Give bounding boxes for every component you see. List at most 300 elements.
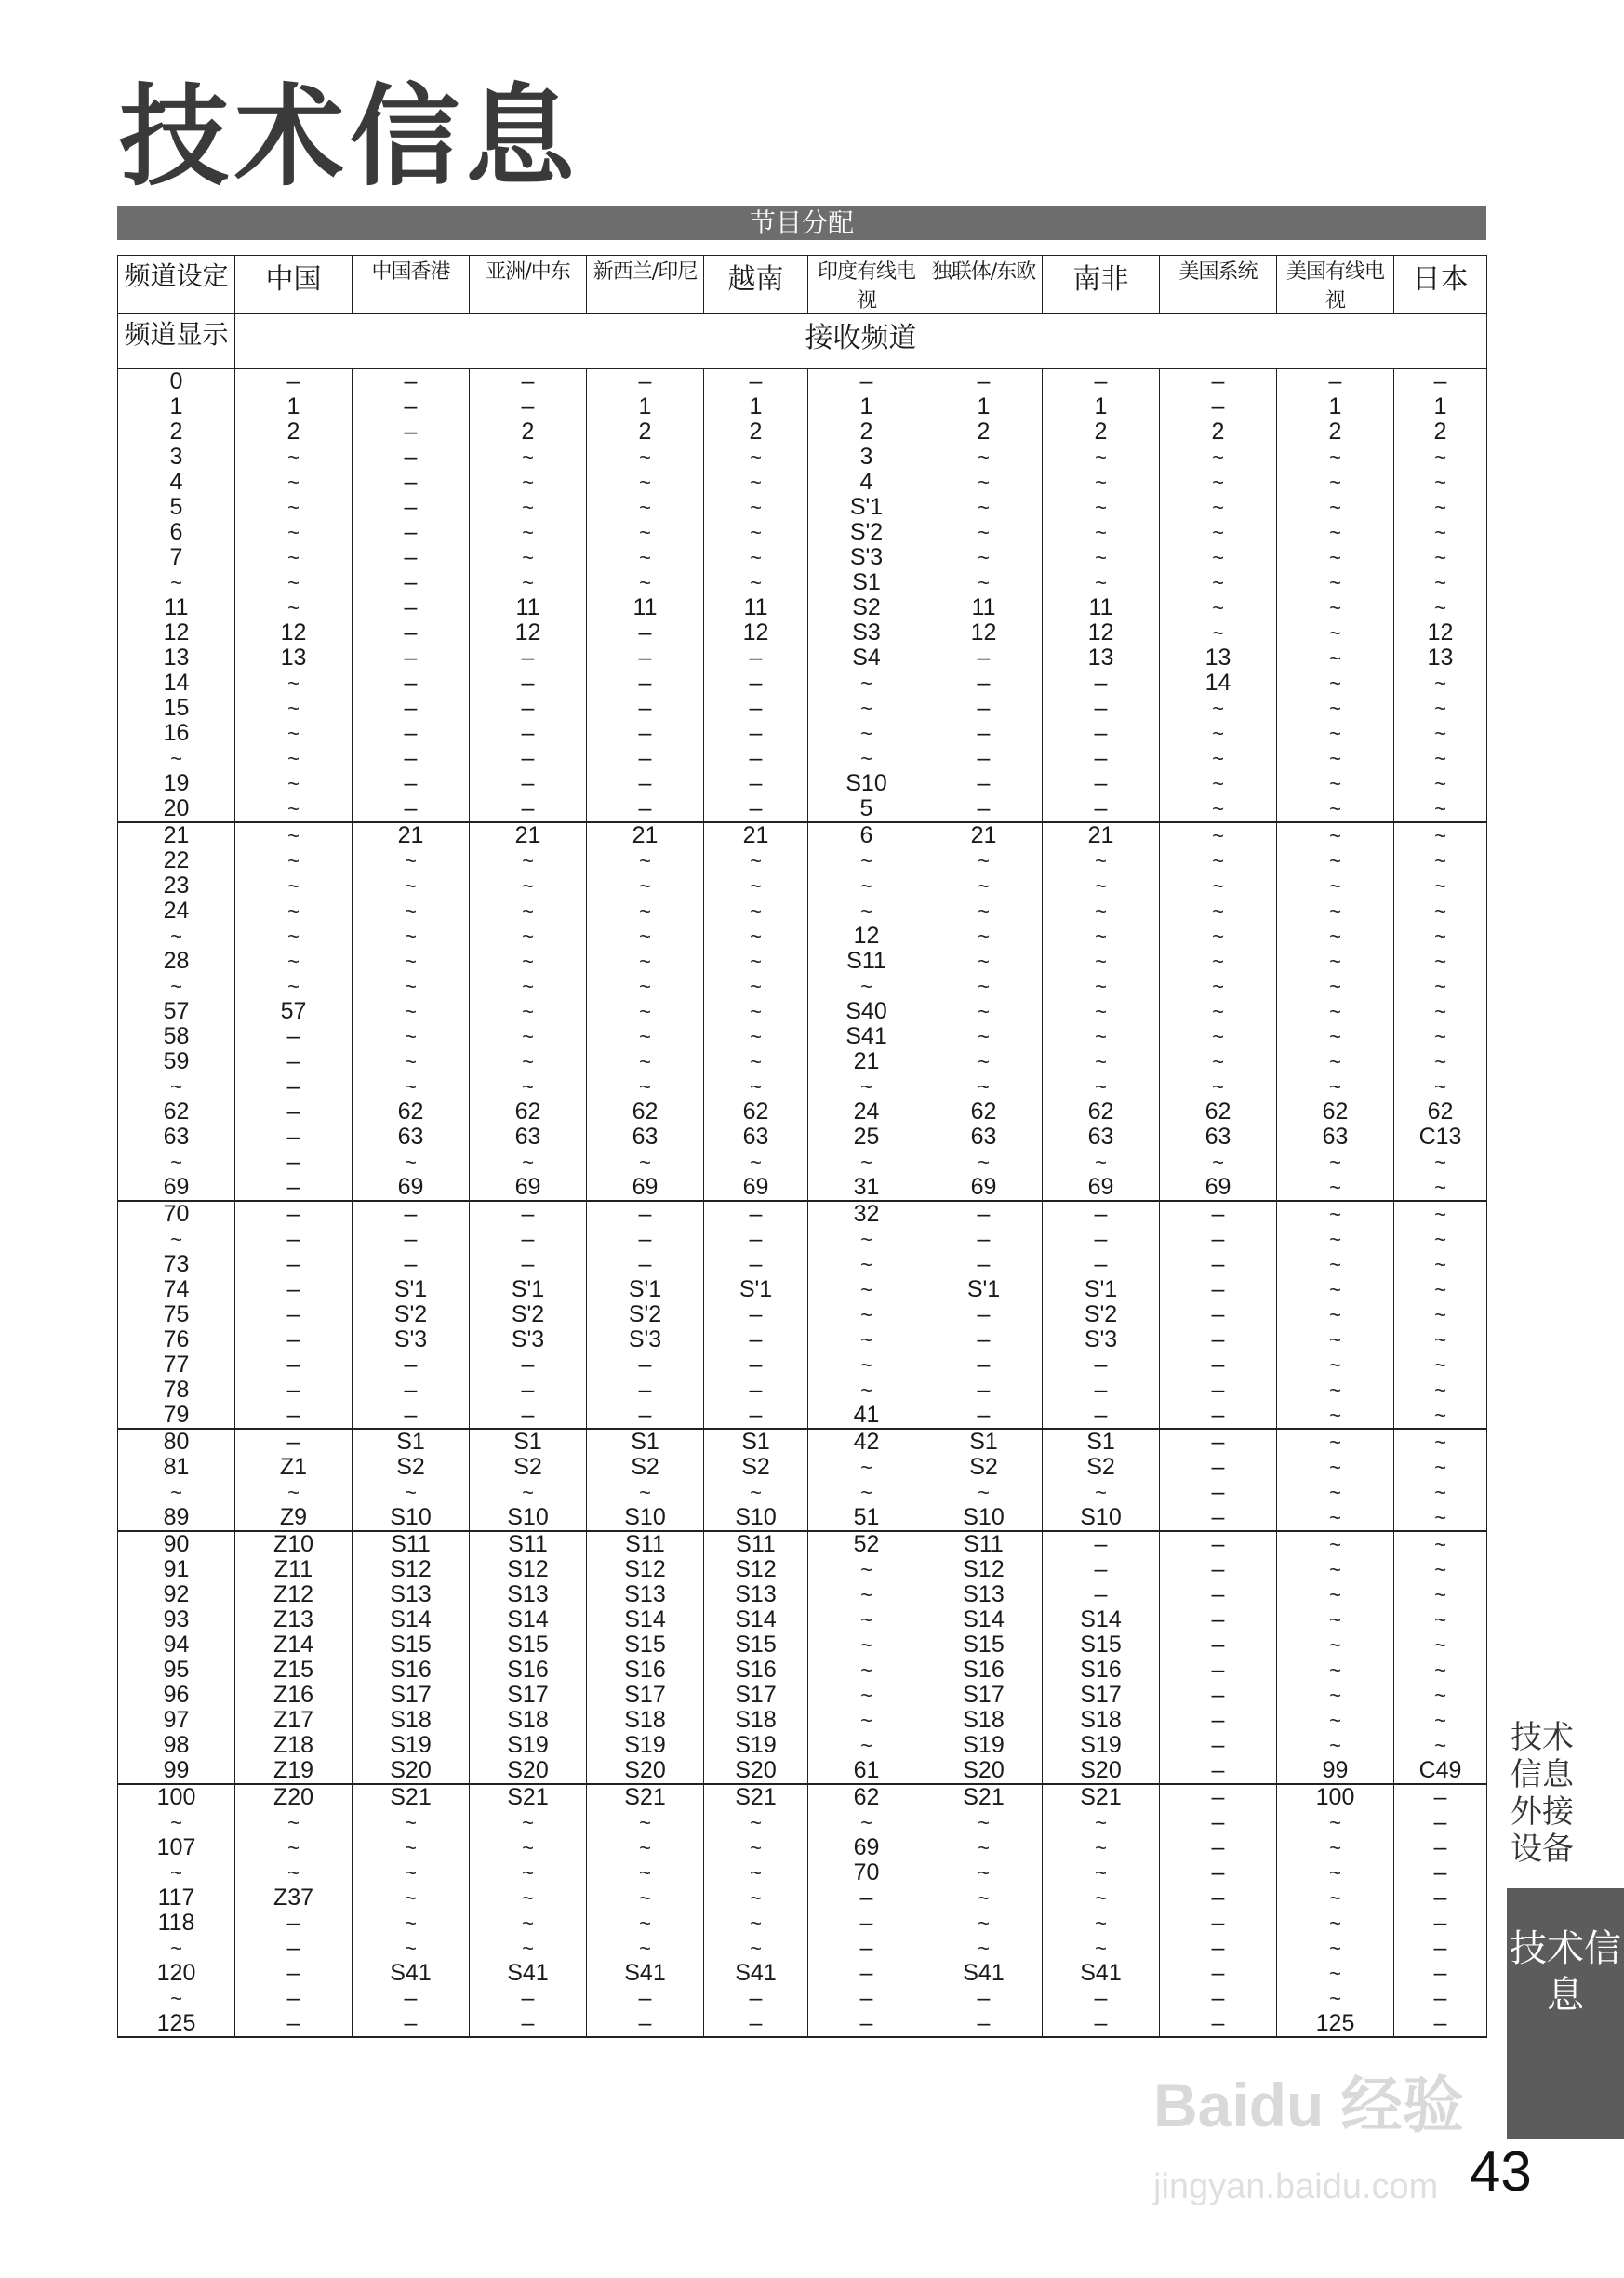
channel-value: – xyxy=(1433,1809,1447,1835)
receive-channel-cell xyxy=(235,1429,353,1531)
channel-value: ~ xyxy=(1434,1176,1446,1199)
channel-value: S17 xyxy=(390,1682,432,1708)
channel-value: Z14 xyxy=(273,1632,314,1658)
channel-value: ~ xyxy=(1095,1861,1107,1885)
channel-value: ~ xyxy=(1434,722,1446,745)
channel-value: ~ xyxy=(978,446,990,469)
channel-value: S15 xyxy=(507,1632,549,1658)
channel-value: – xyxy=(286,1301,300,1327)
channel-value: 12 xyxy=(970,619,997,646)
channel-value: ~ xyxy=(522,571,534,594)
receive-channel-cell xyxy=(1043,1784,1160,2037)
channel-value: ~ xyxy=(639,446,651,469)
channel-value: ~ xyxy=(1329,797,1341,820)
channel-value: – xyxy=(977,670,991,696)
channel-value: ~ xyxy=(750,950,762,973)
channel-value: 57 xyxy=(163,998,190,1024)
channel-value: 62 xyxy=(1087,1099,1114,1125)
receive-channel-cell xyxy=(1043,1201,1160,1429)
channel-value: Z10 xyxy=(273,1531,314,1557)
channel-value: – xyxy=(286,1149,300,1175)
receive-channel-cell xyxy=(1394,1531,1487,1784)
channel-value: 1 xyxy=(859,393,873,420)
channel-value: S41 xyxy=(624,1960,666,1986)
channel-value: 13 xyxy=(1205,645,1231,671)
channel-value: ~ xyxy=(1329,1709,1341,1732)
channel-value: ~ xyxy=(860,697,872,720)
channel-value: – xyxy=(977,2010,991,2036)
channel-value: – xyxy=(749,770,763,796)
channel-value: ~ xyxy=(1212,446,1224,469)
receive-channel-cell xyxy=(1394,1429,1487,1531)
channel-value: – xyxy=(1094,1402,1108,1428)
channel-value: ~ xyxy=(170,1937,182,1960)
channel-value: ~ xyxy=(1434,772,1446,795)
channel-value: – xyxy=(977,645,991,671)
channel-value: 12 xyxy=(514,619,541,646)
channel-value: ~ xyxy=(1434,1025,1446,1048)
channel-value: – xyxy=(1211,1682,1225,1708)
channel-value: ~ xyxy=(1434,1278,1446,1301)
channel-value: ~ xyxy=(287,849,300,873)
channel-value: ~ xyxy=(860,1633,872,1657)
channel-value: – xyxy=(1211,1910,1225,1936)
channel-value: ~ xyxy=(1212,496,1224,519)
channel-value: ~ xyxy=(750,1481,762,1504)
channel-value: – xyxy=(286,1276,300,1302)
channel-value: – xyxy=(521,1352,535,1378)
channel-value: S19 xyxy=(1080,1732,1122,1758)
channel-value: ~ xyxy=(860,1353,872,1377)
channel-value: S'1 xyxy=(511,1276,545,1302)
channel-value: – xyxy=(638,2010,652,2036)
watermark-logo: Baidu 经验 xyxy=(1153,2071,1464,2139)
channel-value: ~ xyxy=(750,1075,762,1099)
channel-value: ~ xyxy=(522,1811,534,1834)
channel-value: – xyxy=(638,1402,652,1428)
channel-value: ~ xyxy=(1329,1353,1341,1377)
channel-value: – xyxy=(1211,1201,1225,1227)
channel-value: ~ xyxy=(978,521,990,544)
channel-value: S13 xyxy=(390,1581,432,1607)
channel-value: S20 xyxy=(735,1757,777,1783)
channel-value: – xyxy=(286,1960,300,1986)
channel-value: 1 xyxy=(638,393,652,420)
channel-value: ~ xyxy=(978,1861,990,1885)
channel-value: ~ xyxy=(1434,1253,1446,1276)
channel-value: S'1 xyxy=(966,1276,1001,1302)
channel-value: Z1 xyxy=(279,1454,308,1480)
channel-value: S13 xyxy=(735,1581,777,1607)
channel-value: ~ xyxy=(1212,824,1224,847)
channel-value: ~ xyxy=(1434,571,1446,594)
channel-value: Z11 xyxy=(273,1556,313,1582)
channel-value: 21 xyxy=(853,1048,880,1074)
receive-channel-cell xyxy=(1043,822,1160,1201)
channel-value: 118 xyxy=(157,1910,195,1936)
section-banner: 节目分配 xyxy=(117,206,1486,240)
side-label xyxy=(1505,1719,1579,1868)
channel-value: S1 xyxy=(513,1429,542,1455)
channel-value: S19 xyxy=(735,1732,777,1758)
channel-value: S1 xyxy=(1086,1429,1115,1455)
channel-value: ~ xyxy=(1212,747,1224,770)
channel-value: ~ xyxy=(1434,1684,1446,1707)
channel-value: 97 xyxy=(163,1707,190,1733)
channel-value: S20 xyxy=(1080,1757,1122,1783)
side-label-line: 外接设备 xyxy=(1511,1793,1574,1868)
channel-value: – xyxy=(1211,1632,1225,1658)
channel-value: – xyxy=(1211,1402,1225,1428)
channel-value: – xyxy=(1211,1429,1225,1455)
channel-value: – xyxy=(749,1326,763,1352)
channel-value: 70 xyxy=(853,1859,880,1885)
channel-value: S18 xyxy=(624,1707,666,1733)
channel-value: – xyxy=(749,1301,763,1327)
channel-value: ~ xyxy=(287,874,300,898)
channel-value: ~ xyxy=(978,1836,990,1859)
channel-value: – xyxy=(859,2010,873,2036)
header-col: 越南 xyxy=(704,256,808,314)
channel-value: ~ xyxy=(860,1684,872,1707)
channel-value: Z15 xyxy=(273,1657,314,1683)
channel-value: 1 xyxy=(977,393,991,420)
channel-value: ~ xyxy=(287,1836,300,1859)
receive-channel-cell xyxy=(353,1201,470,1429)
channel-value: – xyxy=(404,419,418,445)
channel-value: – xyxy=(977,1352,991,1378)
channel-value: 99 xyxy=(163,1757,190,1783)
channel-value: 62 xyxy=(853,1784,880,1810)
channel-value: ~ xyxy=(639,1861,651,1885)
channel-value: – xyxy=(1433,1784,1447,1810)
channel-value: ~ xyxy=(522,1151,534,1174)
channel-value: – xyxy=(404,770,418,796)
channel-value: ~ xyxy=(1212,925,1224,948)
channel-value: ~ xyxy=(1434,697,1446,720)
channel-value: ~ xyxy=(1329,1734,1341,1757)
receive-channel-cell xyxy=(1160,1429,1277,1531)
channel-value: – xyxy=(977,368,991,394)
channel-value: ~ xyxy=(287,975,300,998)
channel-value: – xyxy=(1211,1581,1225,1607)
channel-value: ~ xyxy=(522,1050,534,1073)
channel-value: ~ xyxy=(1434,1558,1446,1581)
channel-value: ~ xyxy=(860,874,872,898)
channel-value: ~ xyxy=(639,975,651,998)
channel-value: ~ xyxy=(639,1811,651,1834)
channel-value: ~ xyxy=(860,1659,872,1682)
channel-value: – xyxy=(1094,1985,1108,2011)
channel-value: S12 xyxy=(735,1556,777,1582)
channel-value: – xyxy=(404,720,418,746)
channel-value: S21 xyxy=(1080,1784,1122,1810)
channel-value: ~ xyxy=(860,1278,872,1301)
channel-value: 95 xyxy=(163,1657,190,1683)
channel-value: 62 xyxy=(1205,1099,1231,1125)
channel-value: S10 xyxy=(624,1504,666,1530)
channel-value: ~ xyxy=(750,571,762,594)
receive-channel-cell xyxy=(470,1784,587,2037)
channel-value: ~ xyxy=(750,849,762,873)
channel-value: S21 xyxy=(963,1784,1005,1810)
channel-value: ~ xyxy=(1095,1811,1107,1834)
channel-value: ~ xyxy=(170,1228,182,1251)
channel-value: S'3 xyxy=(849,544,884,570)
channel-value: ~ xyxy=(1329,1431,1341,1454)
channel-value: 59 xyxy=(163,1048,190,1074)
channel-value: ~ xyxy=(860,1811,872,1834)
channel-value: ~ xyxy=(405,950,417,973)
channel-setting-cell xyxy=(118,1201,235,1429)
channel-value: – xyxy=(638,720,652,746)
channel-value: ~ xyxy=(978,1886,990,1910)
channel-value: ~ xyxy=(978,925,990,948)
channel-value: S'1 xyxy=(739,1276,773,1302)
channel-value: S21 xyxy=(507,1784,549,1810)
channel-value: S'3 xyxy=(628,1326,662,1352)
receive-channel-cell xyxy=(1277,1784,1394,2037)
watermark-url: jingyan.baidu.com xyxy=(1153,2167,1439,2206)
channel-value: – xyxy=(977,1226,991,1252)
channel-value: ~ xyxy=(1329,772,1341,795)
channel-value: ~ xyxy=(750,1000,762,1023)
receive-channel-cell xyxy=(1277,369,1394,823)
channel-value: 12 xyxy=(742,619,769,646)
channel-value: ~ xyxy=(1329,697,1341,720)
channel-value: ~ xyxy=(1434,672,1446,695)
receive-channel-cell xyxy=(1160,1201,1277,1429)
channel-value: – xyxy=(977,1402,991,1428)
channel-value: 25 xyxy=(853,1124,880,1150)
channel-value: ~ xyxy=(639,521,651,544)
channel-value: 120 xyxy=(156,1960,196,1986)
channel-value: ~ xyxy=(978,1050,990,1073)
channel-value: 21 xyxy=(514,822,541,848)
channel-value: ~ xyxy=(1329,1075,1341,1099)
channel-value: – xyxy=(977,1251,991,1277)
channel-value: ~ xyxy=(1434,849,1446,873)
channel-value: – xyxy=(749,795,763,821)
channel-value: – xyxy=(286,1099,300,1125)
channel-value: 21 xyxy=(397,822,424,848)
channel-value: ~ xyxy=(522,521,534,544)
channel-value: S14 xyxy=(624,1606,666,1632)
receive-channel-cell xyxy=(808,1531,925,1784)
channel-value: ~ xyxy=(1434,1404,1446,1427)
receive-channel-cell xyxy=(353,1784,470,2037)
channel-value: ~ xyxy=(1095,546,1107,569)
channel-value: 12 xyxy=(853,923,880,949)
receive-channel-cell xyxy=(235,1531,353,1784)
channel-value: ~ xyxy=(978,950,990,973)
channel-value: ~ xyxy=(1434,874,1446,898)
channel-value: ~ xyxy=(1329,899,1341,923)
channel-value: – xyxy=(638,770,652,796)
channel-value: ~ xyxy=(1329,546,1341,569)
channel-value: – xyxy=(977,1301,991,1327)
channel-value: ~ xyxy=(1329,446,1341,469)
channel-value: ~ xyxy=(287,471,300,494)
channel-value: ~ xyxy=(287,747,300,770)
channel-value: S4 xyxy=(852,645,881,671)
channel-value: 69 xyxy=(397,1174,424,1200)
channel-value: – xyxy=(404,695,418,721)
channel-value: S10 xyxy=(1080,1504,1122,1530)
channel-value: 79 xyxy=(163,1402,190,1428)
receive-channel-cell xyxy=(235,1201,353,1429)
channel-value: ~ xyxy=(750,899,762,923)
channel-value: – xyxy=(521,368,535,394)
channel-value: ~ xyxy=(1212,571,1224,594)
channel-value: ~ xyxy=(978,874,990,898)
channel-value: ~ xyxy=(1095,521,1107,544)
channel-value: ~ xyxy=(1434,1075,1446,1099)
channel-value: – xyxy=(749,745,763,771)
channel-value: ~ xyxy=(1095,1937,1107,1960)
channel-value: – xyxy=(404,469,418,495)
channel-value: ~ xyxy=(1329,1937,1341,1960)
channel-value: ~ xyxy=(1329,1558,1341,1581)
channel-value: 11 xyxy=(164,594,189,620)
receive-channel-cell xyxy=(1160,1531,1277,1784)
channel-value: S12 xyxy=(963,1556,1005,1582)
channel-value: – xyxy=(521,393,535,420)
channel-value: ~ xyxy=(522,1025,534,1048)
channel-value: ~ xyxy=(639,1075,651,1099)
channel-value: – xyxy=(1211,1757,1225,1783)
channel-value: – xyxy=(638,1201,652,1227)
side-tab-label: 技术信息 xyxy=(1510,1927,1621,2017)
channel-value: ~ xyxy=(170,1861,182,1885)
channel-value: ~ xyxy=(750,446,762,469)
channel-value: ~ xyxy=(522,925,534,948)
channel-value: 100 xyxy=(156,1784,196,1810)
channel-value: 63 xyxy=(1087,1124,1114,1150)
channel-value: ~ xyxy=(1095,571,1107,594)
channel-value: 63 xyxy=(397,1124,424,1150)
channel-value: S15 xyxy=(624,1632,666,1658)
channel-value: 13 xyxy=(163,645,190,671)
channel-value: – xyxy=(977,1326,991,1352)
channel-value: – xyxy=(521,1985,535,2011)
channel-value: 12 xyxy=(1087,619,1114,646)
channel-value: – xyxy=(404,795,418,821)
channel-value: ~ xyxy=(860,1709,872,1732)
channel-value: ~ xyxy=(1212,975,1224,998)
channel-value: – xyxy=(1094,695,1108,721)
channel-value: ~ xyxy=(287,672,300,695)
channel-value: – xyxy=(977,695,991,721)
channel-value: 19 xyxy=(163,770,190,796)
channel-value: ~ xyxy=(1329,1203,1341,1226)
channel-value: – xyxy=(404,444,418,470)
channel-value: ~ xyxy=(1434,1379,1446,1402)
channel-value: S10 xyxy=(507,1504,549,1530)
channel-value: 14 xyxy=(163,670,190,696)
channel-value: – xyxy=(1211,393,1225,420)
channel-value: 80 xyxy=(163,1429,190,1455)
channel-value: ~ xyxy=(1095,925,1107,948)
channel-value: – xyxy=(1094,1226,1108,1252)
channel-value: ~ xyxy=(1434,1659,1446,1682)
channel-value: – xyxy=(404,1402,418,1428)
channel-value: ~ xyxy=(1212,471,1224,494)
receive-channel-cell xyxy=(470,1531,587,1784)
channel-value: ~ xyxy=(1212,772,1224,795)
channel-value: ~ xyxy=(860,975,872,998)
channel-value: – xyxy=(749,720,763,746)
channel-value: ~ xyxy=(978,849,990,873)
channel-value: S18 xyxy=(735,1707,777,1733)
channel-value: ~ xyxy=(522,446,534,469)
receive-channel-cell xyxy=(470,1429,587,1531)
channel-value: – xyxy=(859,1935,873,1961)
channel-value: – xyxy=(521,1377,535,1403)
channel-value: – xyxy=(638,795,652,821)
channel-value: ~ xyxy=(860,1151,872,1174)
channel-value: ~ xyxy=(405,849,417,873)
channel-value: ~ xyxy=(522,1886,534,1910)
channel-value: ~ xyxy=(1329,1481,1341,1504)
channel-value: – xyxy=(977,795,991,821)
channel-value: ~ xyxy=(405,925,417,948)
channel-value: ~ xyxy=(639,1836,651,1859)
channel-value: S14 xyxy=(1080,1606,1122,1632)
channel-value: ~ xyxy=(1329,1583,1341,1606)
channel-value: ~ xyxy=(522,1481,534,1504)
channel-value: S13 xyxy=(963,1581,1005,1607)
channel-value: ~ xyxy=(639,1151,651,1174)
receive-channel-cell xyxy=(353,822,470,1201)
channel-value: 2 xyxy=(1433,419,1447,445)
channel-value: ~ xyxy=(860,849,872,873)
channel-value: 63 xyxy=(1322,1124,1349,1150)
channel-value: – xyxy=(286,1429,300,1455)
channel-value: ~ xyxy=(522,899,534,923)
channel-value: S15 xyxy=(1080,1632,1122,1658)
channel-value: ~ xyxy=(750,496,762,519)
channel-setting-cell xyxy=(118,369,235,823)
channel-value: – xyxy=(404,594,418,620)
channel-value: 117 xyxy=(157,1885,195,1911)
channel-value: 94 xyxy=(163,1632,190,1658)
channel-value: ~ xyxy=(639,496,651,519)
channel-value: S41 xyxy=(845,1023,887,1049)
channel-group-row xyxy=(118,1531,1487,1784)
channel-value: S16 xyxy=(735,1657,777,1683)
channel-value: ~ xyxy=(287,722,300,745)
channel-value: ~ xyxy=(287,899,300,923)
channel-value: S2 xyxy=(969,1454,998,1480)
channel-value: – xyxy=(1433,1910,1447,1936)
channel-value: 98 xyxy=(163,1732,190,1758)
channel-value: ~ xyxy=(522,1836,534,1859)
channel-value: – xyxy=(1211,1251,1225,1277)
header-row xyxy=(118,256,1487,314)
channel-value: 125 xyxy=(1315,2010,1355,2036)
side-tab[interactable] xyxy=(1507,1888,1624,2139)
channel-value: S11 xyxy=(736,1531,776,1557)
channel-value: S10 xyxy=(390,1504,432,1530)
channel-value: S15 xyxy=(390,1632,432,1658)
channel-value: – xyxy=(638,1251,652,1277)
channel-value: ~ xyxy=(405,1075,417,1099)
channel-value: 2 xyxy=(638,419,652,445)
channel-value: ~ xyxy=(1434,471,1446,494)
channel-value: ~ xyxy=(287,1481,300,1504)
channel-value: ~ xyxy=(1329,1278,1341,1301)
